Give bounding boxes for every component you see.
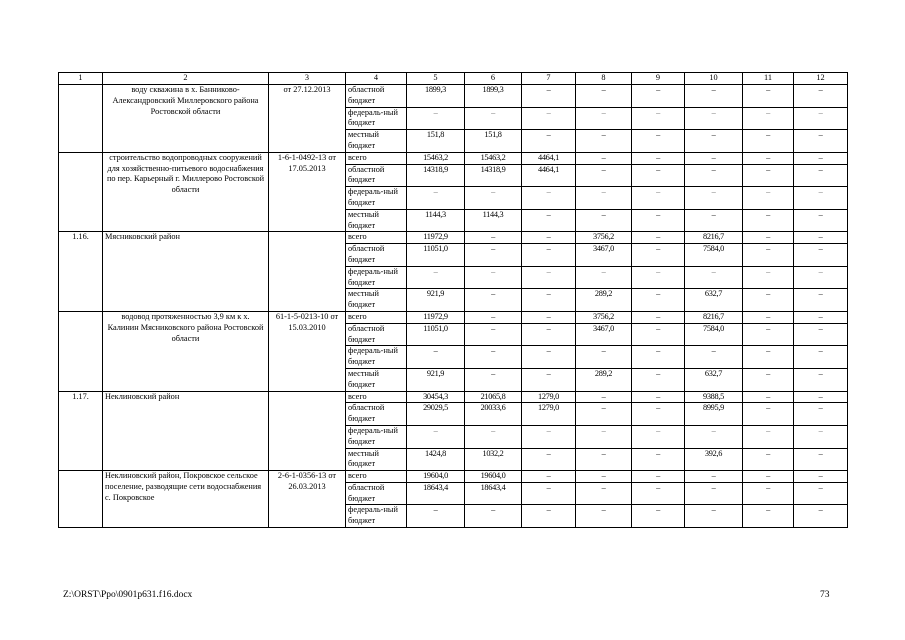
- value-cell: –: [522, 368, 576, 391]
- value-cell: –: [407, 505, 465, 528]
- value-cell: –: [576, 505, 632, 528]
- value-cell: –: [794, 505, 848, 528]
- value-cell: –: [743, 311, 794, 323]
- value-cell: –: [632, 187, 685, 210]
- value-cell: –: [794, 152, 848, 164]
- value-cell: 3756,2: [576, 232, 632, 244]
- funding-source: федераль-ный бюджет: [346, 266, 407, 289]
- value-cell: –: [576, 482, 632, 505]
- value-cell: –: [685, 85, 743, 108]
- value-cell: –: [465, 187, 522, 210]
- value-cell: –: [576, 346, 632, 369]
- value-cell: 30454,3: [407, 391, 465, 403]
- funding-source: областной бюджет: [346, 164, 407, 187]
- value-cell: –: [794, 289, 848, 312]
- table-row: [59, 311, 848, 323]
- value-cell: 9388,5: [685, 391, 743, 403]
- value-cell: –: [632, 85, 685, 108]
- value-cell: –: [685, 346, 743, 369]
- column-header: 7: [522, 73, 576, 85]
- document-ref: 1-6-1-0492-13 от 17.05.2013: [269, 152, 346, 232]
- value-cell: –: [465, 346, 522, 369]
- value-cell: –: [743, 482, 794, 505]
- item-number: [59, 471, 103, 528]
- value-cell: 3467,0: [576, 244, 632, 267]
- value-cell: –: [576, 266, 632, 289]
- column-header: 3: [269, 73, 346, 85]
- value-cell: –: [576, 164, 632, 187]
- funding-source: всего: [346, 232, 407, 244]
- value-cell: 8216,7: [685, 232, 743, 244]
- value-cell: –: [794, 107, 848, 130]
- table-body: [59, 85, 848, 528]
- value-cell: –: [794, 425, 848, 448]
- value-cell: –: [794, 311, 848, 323]
- value-cell: –: [632, 323, 685, 346]
- value-cell: –: [685, 266, 743, 289]
- value-cell: –: [576, 209, 632, 232]
- value-cell: –: [522, 311, 576, 323]
- value-cell: –: [407, 187, 465, 210]
- value-cell: –: [743, 164, 794, 187]
- value-cell: –: [743, 130, 794, 153]
- value-cell: –: [522, 346, 576, 369]
- value-cell: –: [522, 289, 576, 312]
- value-cell: –: [743, 391, 794, 403]
- column-header: 8: [576, 73, 632, 85]
- value-cell: –: [743, 471, 794, 483]
- value-cell: –: [685, 482, 743, 505]
- value-cell: –: [743, 346, 794, 369]
- value-cell: 1279,0: [522, 403, 576, 426]
- column-header: 2: [103, 73, 269, 85]
- value-cell: –: [522, 505, 576, 528]
- value-cell: –: [632, 209, 685, 232]
- value-cell: –: [576, 471, 632, 483]
- budget-table: [58, 72, 848, 528]
- value-cell: –: [685, 164, 743, 187]
- value-cell: 921,9: [407, 289, 465, 312]
- value-cell: –: [743, 448, 794, 471]
- value-cell: 1144,3: [407, 209, 465, 232]
- funding-source: федераль-ный бюджет: [346, 505, 407, 528]
- value-cell: 29029,5: [407, 403, 465, 426]
- funding-source: всего: [346, 152, 407, 164]
- value-cell: –: [743, 85, 794, 108]
- value-cell: –: [632, 244, 685, 267]
- document-ref: 2-6-1-0356-13 от 26.03.2013: [269, 471, 346, 528]
- value-cell: –: [465, 289, 522, 312]
- item-number: 1.16.: [59, 232, 103, 312]
- column-header: 5: [407, 73, 465, 85]
- funding-source: федераль-ный бюджет: [346, 107, 407, 130]
- value-cell: 289,2: [576, 368, 632, 391]
- funding-source: местный бюджет: [346, 448, 407, 471]
- funding-source: областной бюджет: [346, 244, 407, 267]
- value-cell: –: [685, 505, 743, 528]
- value-cell: –: [794, 209, 848, 232]
- value-cell: 921,9: [407, 368, 465, 391]
- value-cell: 1279,0: [522, 391, 576, 403]
- value-cell: 14318,9: [407, 164, 465, 187]
- value-cell: 19604,0: [465, 471, 522, 483]
- value-cell: –: [632, 164, 685, 187]
- value-cell: 8216,7: [685, 311, 743, 323]
- column-header: 10: [685, 73, 743, 85]
- value-cell: –: [685, 152, 743, 164]
- table-header: [59, 73, 848, 85]
- value-cell: –: [465, 425, 522, 448]
- funding-source: областной бюджет: [346, 85, 407, 108]
- column-header: 6: [465, 73, 522, 85]
- value-cell: 3467,0: [576, 323, 632, 346]
- value-cell: –: [465, 311, 522, 323]
- value-cell: –: [794, 403, 848, 426]
- value-cell: –: [743, 403, 794, 426]
- document-ref: от 27.12.2013: [269, 85, 346, 153]
- value-cell: –: [632, 311, 685, 323]
- value-cell: –: [632, 368, 685, 391]
- table-row: [59, 85, 848, 108]
- funding-source: всего: [346, 391, 407, 403]
- value-cell: –: [743, 505, 794, 528]
- value-cell: 632,7: [685, 289, 743, 312]
- funding-source: федераль-ный бюджет: [346, 425, 407, 448]
- object-name: строительство водопроводных сооружений для хозяйственно-питьевого водоснабжения по пер. Карьерный г. Миллерово Ростовской области: [103, 152, 269, 232]
- item-number: [59, 85, 103, 153]
- value-cell: 21065,8: [465, 391, 522, 403]
- value-cell: –: [743, 187, 794, 210]
- value-cell: –: [743, 368, 794, 391]
- value-cell: –: [794, 85, 848, 108]
- value-cell: –: [685, 107, 743, 130]
- value-cell: –: [522, 471, 576, 483]
- value-cell: –: [522, 425, 576, 448]
- object-name: воду скважина в х. Банниково-Александровский Миллеровского района Ростовской области: [103, 85, 269, 153]
- funding-source: федераль-ный бюджет: [346, 187, 407, 210]
- value-cell: –: [522, 209, 576, 232]
- value-cell: –: [794, 232, 848, 244]
- value-cell: –: [522, 323, 576, 346]
- value-cell: –: [576, 85, 632, 108]
- table-row: [59, 152, 848, 164]
- document-ref: 61-1-5-0213-10 от 15.03.2010: [269, 311, 346, 391]
- value-cell: 19604,0: [407, 471, 465, 483]
- value-cell: –: [794, 187, 848, 210]
- value-cell: –: [794, 471, 848, 483]
- value-cell: –: [743, 152, 794, 164]
- value-cell: –: [743, 425, 794, 448]
- value-cell: –: [632, 107, 685, 130]
- value-cell: –: [743, 323, 794, 346]
- value-cell: 632,7: [685, 368, 743, 391]
- funding-source: областной бюджет: [346, 403, 407, 426]
- value-cell: 1899,3: [407, 85, 465, 108]
- value-cell: –: [576, 391, 632, 403]
- funding-source: всего: [346, 471, 407, 483]
- column-header: 9: [632, 73, 685, 85]
- value-cell: –: [794, 448, 848, 471]
- object-name: водовод протяженностью 3,9 км к х. Калинин Мясниковского района Ростовской области: [103, 311, 269, 391]
- value-cell: –: [632, 471, 685, 483]
- value-cell: –: [522, 232, 576, 244]
- value-cell: –: [794, 244, 848, 267]
- funding-source: областной бюджет: [346, 323, 407, 346]
- value-cell: –: [465, 266, 522, 289]
- value-cell: 1032,2: [465, 448, 522, 471]
- value-cell: –: [794, 368, 848, 391]
- value-cell: 18643,4: [407, 482, 465, 505]
- value-cell: –: [522, 266, 576, 289]
- value-cell: 11972,9: [407, 232, 465, 244]
- value-cell: –: [632, 130, 685, 153]
- value-cell: –: [794, 266, 848, 289]
- item-number: [59, 152, 103, 232]
- value-cell: –: [576, 425, 632, 448]
- value-cell: 3756,2: [576, 311, 632, 323]
- value-cell: –: [632, 505, 685, 528]
- value-cell: –: [794, 130, 848, 153]
- value-cell: –: [632, 346, 685, 369]
- value-cell: –: [794, 391, 848, 403]
- value-cell: 1144,3: [465, 209, 522, 232]
- column-header: 1: [59, 73, 103, 85]
- value-cell: –: [632, 482, 685, 505]
- funding-source: местный бюджет: [346, 209, 407, 232]
- value-cell: –: [685, 187, 743, 210]
- value-cell: –: [632, 289, 685, 312]
- value-cell: –: [407, 425, 465, 448]
- funding-source: местный бюджет: [346, 289, 407, 312]
- value-cell: –: [522, 482, 576, 505]
- value-cell: –: [632, 152, 685, 164]
- funding-source: местный бюджет: [346, 130, 407, 153]
- value-cell: –: [576, 130, 632, 153]
- value-cell: 151,8: [465, 130, 522, 153]
- funding-source: всего: [346, 311, 407, 323]
- value-cell: –: [407, 107, 465, 130]
- object-name: Неклиновский район: [103, 391, 269, 471]
- value-cell: –: [407, 266, 465, 289]
- value-cell: –: [794, 323, 848, 346]
- value-cell: 14318,9: [465, 164, 522, 187]
- value-cell: –: [685, 130, 743, 153]
- value-cell: –: [632, 266, 685, 289]
- funding-source: местный бюджет: [346, 368, 407, 391]
- document-ref: [269, 391, 346, 471]
- value-cell: –: [685, 471, 743, 483]
- value-cell: 20033,6: [465, 403, 522, 426]
- value-cell: –: [685, 425, 743, 448]
- value-cell: 4464,1: [522, 152, 576, 164]
- table-row: [59, 232, 848, 244]
- object-name: Мясниковский район: [103, 232, 269, 312]
- value-cell: –: [465, 323, 522, 346]
- column-header: 4: [346, 73, 407, 85]
- value-cell: –: [576, 448, 632, 471]
- value-cell: –: [743, 266, 794, 289]
- value-cell: 151,8: [407, 130, 465, 153]
- value-cell: –: [522, 244, 576, 267]
- value-cell: –: [743, 244, 794, 267]
- value-cell: –: [743, 289, 794, 312]
- value-cell: –: [794, 164, 848, 187]
- value-cell: –: [794, 482, 848, 505]
- column-header: 12: [794, 73, 848, 85]
- funding-source: федераль-ный бюджет: [346, 346, 407, 369]
- value-cell: –: [465, 368, 522, 391]
- value-cell: 15463,2: [407, 152, 465, 164]
- value-cell: 18643,4: [465, 482, 522, 505]
- value-cell: –: [576, 403, 632, 426]
- table-row: [59, 471, 848, 483]
- value-cell: 4464,1: [522, 164, 576, 187]
- value-cell: –: [632, 403, 685, 426]
- value-cell: –: [632, 448, 685, 471]
- value-cell: –: [794, 346, 848, 369]
- value-cell: 15463,2: [465, 152, 522, 164]
- value-cell: 392,6: [685, 448, 743, 471]
- value-cell: –: [743, 107, 794, 130]
- document-ref: [269, 232, 346, 312]
- item-number: 1.17.: [59, 391, 103, 471]
- value-cell: –: [465, 232, 522, 244]
- value-cell: –: [576, 107, 632, 130]
- value-cell: –: [632, 425, 685, 448]
- table-row: [59, 391, 848, 403]
- item-number: [59, 311, 103, 391]
- column-header: 11: [743, 73, 794, 85]
- value-cell: –: [632, 232, 685, 244]
- value-cell: 7584,0: [685, 244, 743, 267]
- value-cell: –: [576, 187, 632, 210]
- value-cell: –: [522, 85, 576, 108]
- value-cell: 8995,9: [685, 403, 743, 426]
- value-cell: –: [685, 209, 743, 232]
- value-cell: 289,2: [576, 289, 632, 312]
- file-path: Z:\ORST\Ppo\0901p631.f16.docx: [63, 590, 193, 600]
- value-cell: 1424,8: [407, 448, 465, 471]
- page-number: 73: [820, 590, 830, 600]
- funding-source: областной бюджет: [346, 482, 407, 505]
- value-cell: –: [576, 152, 632, 164]
- value-cell: –: [465, 244, 522, 267]
- value-cell: –: [465, 107, 522, 130]
- value-cell: 11972,9: [407, 311, 465, 323]
- value-cell: 11051,0: [407, 323, 465, 346]
- object-name: Неклиновский район, Покровское сельское поселение, разводящие сети водоснабжения с. Покровское: [103, 471, 269, 528]
- value-cell: 1899,3: [465, 85, 522, 108]
- value-cell: –: [522, 448, 576, 471]
- value-cell: –: [465, 505, 522, 528]
- value-cell: –: [522, 130, 576, 153]
- value-cell: –: [522, 107, 576, 130]
- value-cell: –: [743, 232, 794, 244]
- value-cell: 11051,0: [407, 244, 465, 267]
- value-cell: –: [632, 391, 685, 403]
- value-cell: –: [407, 346, 465, 369]
- value-cell: –: [522, 187, 576, 210]
- value-cell: –: [743, 209, 794, 232]
- value-cell: 7584,0: [685, 323, 743, 346]
